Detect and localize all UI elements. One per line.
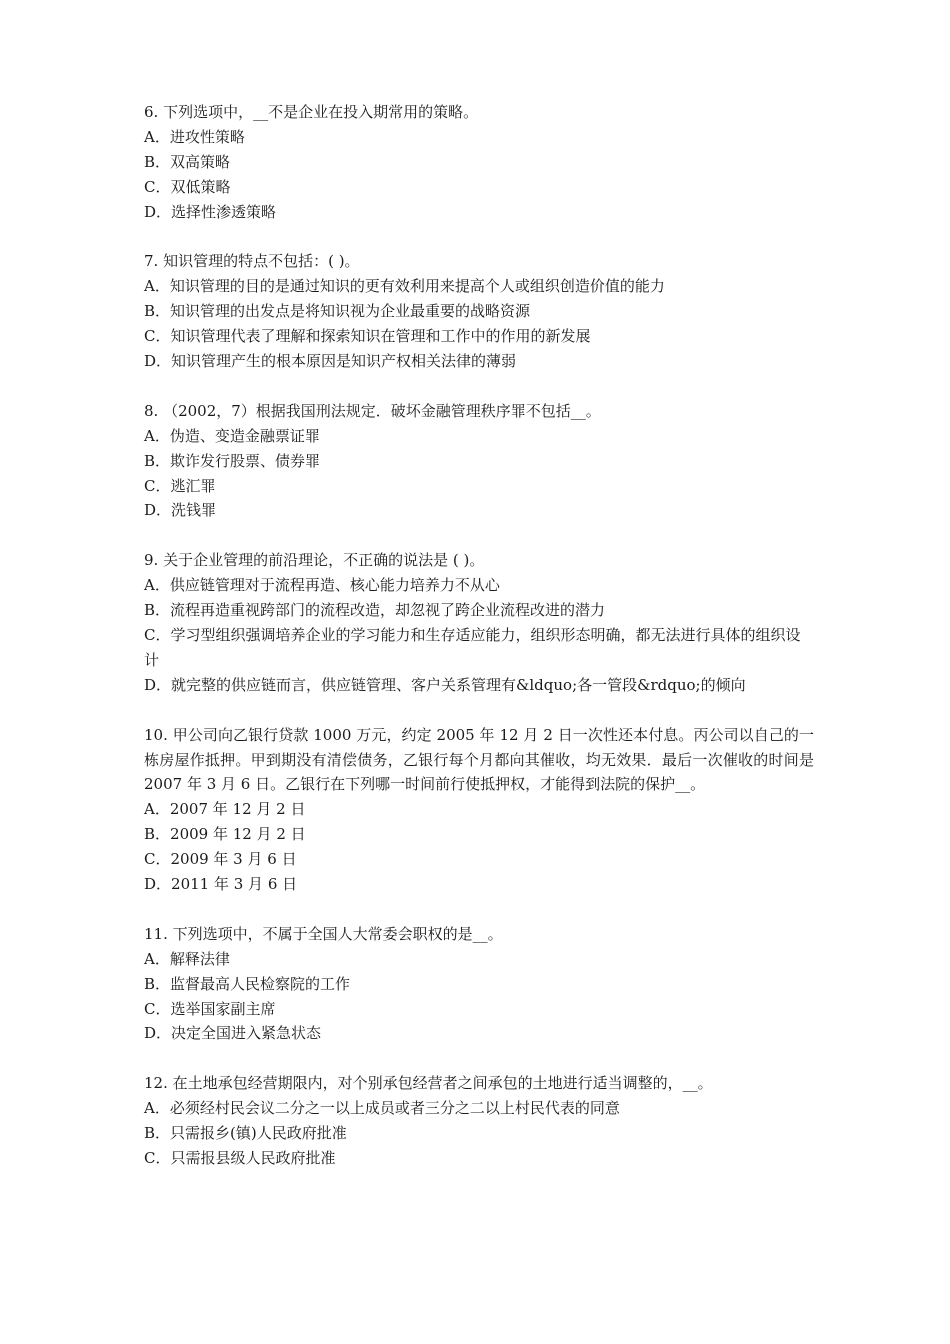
option-a: A．解释法律 xyxy=(144,949,230,968)
option-list xyxy=(144,573,814,698)
question-text: 12. 在土地承包经营期限内，对个别承包经营者之间承包的土地进行适当调整的，__。 xyxy=(144,1074,713,1093)
option-a: A．进攻性策略 xyxy=(144,127,245,146)
option-c: C．学习型组织强调培养企业的学习能力和生存适应能力，组织形态明确，都无法进行具体的组织设计 xyxy=(144,625,801,669)
option-d: D．选择性渗透策略 xyxy=(144,202,277,221)
option-b: B．知识管理的出发点是将知识视为企业最重要的战略资源 xyxy=(144,302,531,321)
option-c: C．逃汇罪 xyxy=(144,476,216,495)
option-b: B．监督最高人民检察院的工作 xyxy=(144,974,351,993)
option-a: A．知识管理的目的是通过知识的更有效利用来提高个人或组织创造价值的能力 xyxy=(144,277,665,296)
question-text: 11. 下列选项中，不属于全国人大常委会职权的是__。 xyxy=(144,924,503,943)
option-c: C．只需报县级人民政府批准 xyxy=(144,1148,336,1167)
option-list xyxy=(144,947,814,1047)
option-list xyxy=(144,125,814,225)
option-list xyxy=(144,424,814,524)
option-c: C．2009 年 3 月 6 日 xyxy=(144,850,297,869)
option-list xyxy=(144,1096,814,1171)
option-a: A．伪造、变造金融票证罪 xyxy=(144,426,320,445)
option-c: C．知识管理代表了理解和探索知识在管理和工作中的作用的新发展 xyxy=(144,327,591,346)
option-d: D．决定全国进入紧急状态 xyxy=(144,1024,322,1043)
option-b: B．流程再造重视跨部门的流程改造，却忽视了跨企业流程改进的潜力 xyxy=(144,601,606,620)
question-text: 6. 下列选项中，__不是企业在投入期常用的策略。 xyxy=(144,103,479,121)
option-c: C．双低策略 xyxy=(144,177,231,196)
option-a: A．供应链管理对于流程再造、核心能力培养力不从心 xyxy=(144,576,500,595)
option-d: D．知识管理产生的根本原因是知识产权相关法律的薄弱 xyxy=(144,352,517,371)
question-10 xyxy=(144,723,814,897)
question-11 xyxy=(144,922,814,1047)
option-b: B．欺诈发行股票、债券罪 xyxy=(144,451,321,470)
option-b: B．2009 年 12 月 2 日 xyxy=(144,825,306,844)
option-d: D．洗钱罪 xyxy=(144,501,217,520)
question-6 xyxy=(144,100,814,225)
question-text: 7. 知识管理的特点不包括：( )。 xyxy=(144,252,360,271)
question-text: 10. 甲公司向乙银行贷款 1000 万元，约定 2005 年 12 月 2 日一次性还本付息。丙公司以自己的一栋房屋作抵押。甲到期没有清偿债务，乙银行每个月都向其催收，均无效果．最后一次催收的时间是 2007 年 3 月 6 日。乙银行在下列哪一时间前行使抵押权，才能得到法院的保护__。 xyxy=(144,725,814,794)
question-9 xyxy=(144,548,814,697)
option-a: A．2007 年 12 月 2 日 xyxy=(144,800,306,819)
option-b: B．双高策略 xyxy=(144,152,231,171)
question-text: 9. 关于企业管理的前沿理论，不正确的说法是 ( )。 xyxy=(144,551,485,570)
option-list xyxy=(144,797,814,897)
option-list xyxy=(144,274,814,374)
question-12 xyxy=(144,1071,814,1171)
question-7 xyxy=(144,249,814,374)
option-b: B．只需报乡(镇)人民政府批准 xyxy=(144,1124,347,1143)
option-d: D．就完整的供应链而言，供应链管理、客户关系管理有&ldquo;各一管段&rdquo;的倾向 xyxy=(144,675,746,694)
option-a: A．必须经村民会议二分之一以上成员或者三分之二以上村民代表的同意 xyxy=(144,1099,620,1118)
option-d: D．2011 年 3 月 6 日 xyxy=(144,875,298,894)
option-c: C．选举国家副主席 xyxy=(144,999,276,1018)
question-text: 8. （2002，7）根据我国刑法规定．破坏金融管理秩序罪不包括__。 xyxy=(144,401,601,420)
document-page xyxy=(144,100,814,1196)
question-8 xyxy=(144,399,814,524)
